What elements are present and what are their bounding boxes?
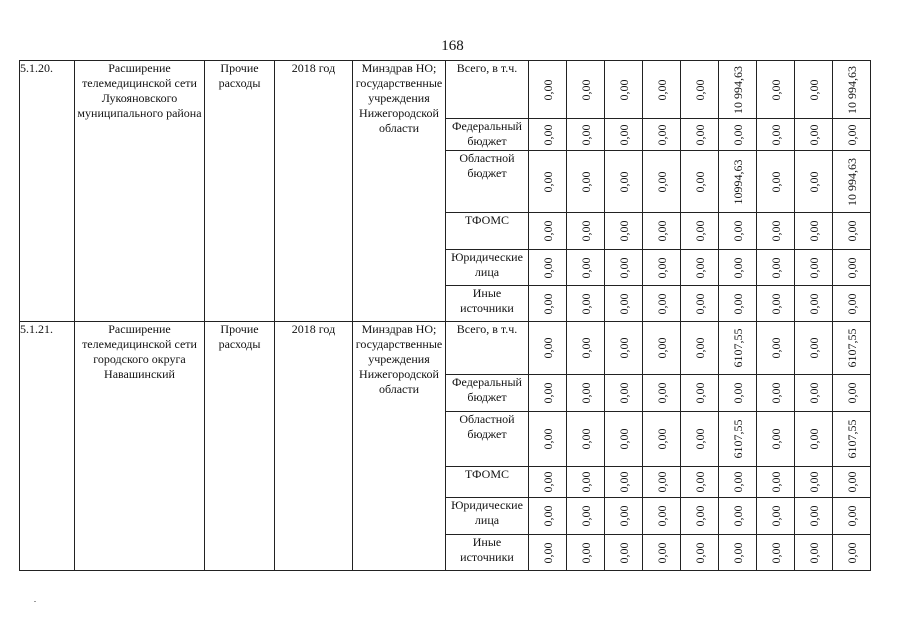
amount-value: 0,00 [654,337,669,359]
amount-value: 0,00 [768,428,783,450]
item-cost-type: Прочие расходы [205,322,275,571]
amount-cell [681,213,719,250]
amount-cell [643,375,681,412]
amount-value: 10 994,63 [844,157,859,206]
amount-value: 0,00 [806,505,821,527]
amount-cell [833,467,871,498]
amount-cell [833,151,871,213]
amount-value: 0,00 [806,337,821,359]
amount-cell [529,467,567,498]
amount-cell [795,61,833,119]
amount-value: 0,00 [540,337,555,359]
amount-value: 0,00 [616,428,631,450]
amount-cell [605,322,643,375]
amount-cell [605,151,643,213]
amount-value: 0,00 [692,220,707,242]
amount-cell [605,213,643,250]
amount-value: 0,00 [654,257,669,278]
amount-value: 0,00 [616,542,631,563]
item-cost-type: Прочие расходы [205,61,275,322]
amount-cell [529,286,567,322]
table-body [20,61,871,571]
amount-cell [795,119,833,151]
amount-value: 0,00 [578,79,593,100]
amount-cell [605,61,643,119]
amount-cell [529,151,567,213]
amount-cell [719,498,757,535]
amount-value: 0,00 [730,471,745,493]
amount-cell [795,535,833,571]
amount-cell [643,498,681,535]
amount-cell [643,412,681,467]
amount-cell [757,467,795,498]
item-row [20,322,871,375]
amount-cell [567,412,605,467]
amount-value: 0,00 [692,542,707,563]
amount-value: 0,00 [806,220,821,242]
amount-cell [681,250,719,286]
amount-value: 0,00 [730,542,745,563]
amount-value: 0,00 [578,337,593,359]
amount-value: 0,00 [616,257,631,278]
amount-cell [643,467,681,498]
amount-cell [795,151,833,213]
amount-cell [605,119,643,151]
item-executor: Минздрав НО; государственные учреждения Нижегородской области [353,61,446,322]
amount-cell [681,535,719,571]
funding-source-label: Всего, в т.ч. [446,322,529,375]
amount-value: 0,00 [768,220,783,242]
amount-cell [719,375,757,412]
amount-value: 0,00 [540,542,555,563]
amount-cell [681,467,719,498]
amount-value: 0,00 [692,337,707,359]
amount-value: 0,00 [540,124,555,145]
amount-cell [567,213,605,250]
amount-cell [643,535,681,571]
amount-cell [719,250,757,286]
amount-value: 0,00 [768,293,783,314]
amount-value: 0,00 [730,257,745,278]
funding-source-label: Областной бюджет [446,412,529,467]
funding-source-label: Федеральный бюджет [446,119,529,151]
amount-value: 0,00 [616,79,631,100]
amount-cell [681,151,719,213]
amount-value: 0,00 [578,171,593,192]
amount-value: 0,00 [692,257,707,278]
page-number: 168 [441,38,464,54]
item-period: 2018 год [275,322,353,571]
amount-cell [719,119,757,151]
amount-value: 0,00 [768,171,783,192]
amount-value: 0,00 [768,79,783,100]
amount-value: 0,00 [806,257,821,278]
amount-value: 0,00 [616,171,631,192]
amount-cell [605,250,643,286]
amount-cell [795,213,833,250]
funding-source-label: Юридические лица [446,498,529,535]
amount-value: 0,00 [540,257,555,278]
amount-value: 0,00 [654,171,669,192]
funding-source-label: ТФОМС [446,467,529,498]
amount-cell [719,535,757,571]
amount-cell [681,322,719,375]
amount-cell [529,412,567,467]
amount-cell [643,250,681,286]
amount-value: 0,00 [692,428,707,450]
item-code: 5.1.20. [20,61,75,322]
amount-value: 0,00 [540,471,555,493]
amount-value: 0,00 [578,124,593,145]
amount-cell [643,322,681,375]
amount-value: 0,00 [844,257,859,278]
amount-cell [833,250,871,286]
funding-source-label: Всего, в т.ч. [446,61,529,119]
amount-value: 0,00 [578,257,593,278]
amount-cell [567,467,605,498]
amount-value: 0,00 [730,220,745,242]
amount-value: 0,00 [616,220,631,242]
amount-cell [567,151,605,213]
amount-value: 0,00 [692,471,707,493]
item-period: 2018 год [275,61,353,322]
amount-value: 0,00 [578,220,593,242]
amount-value: 0,00 [730,382,745,404]
amount-cell [757,322,795,375]
item-code: 5.1.21. [20,322,75,571]
amount-cell [529,250,567,286]
amount-value: 0,00 [692,505,707,527]
amount-cell [719,286,757,322]
amount-cell [605,286,643,322]
funding-source-label: Федеральный бюджет [446,375,529,412]
amount-value: 0,00 [692,171,707,192]
amount-cell [757,286,795,322]
amount-value: 0,00 [806,542,821,563]
item-name: Расширение телемедицинской сети городского округа Навашинский [75,322,205,571]
amount-value: 0,00 [540,79,555,100]
amount-cell [833,61,871,119]
amount-value: 0,00 [768,505,783,527]
amount-value: 0,00 [616,382,631,404]
amount-cell [529,322,567,375]
amount-value: 0,00 [844,542,859,563]
amount-cell [567,535,605,571]
amount-value: 0,00 [768,542,783,563]
amount-cell [757,375,795,412]
item-executor: Минздрав НО; государственные учреждения Нижегородской области [353,322,446,571]
amount-value: 0,00 [692,293,707,314]
amount-cell [567,250,605,286]
amount-value: 0,00 [540,505,555,527]
amount-cell [757,412,795,467]
funding-source-label: Юридические лица [446,250,529,286]
amount-cell [643,213,681,250]
item-name: Расширение телемедицинской сети Лукояновского муниципального района [75,61,205,322]
amount-value: 0,00 [540,382,555,404]
amount-cell [681,61,719,119]
amount-cell [833,322,871,375]
amount-cell [833,213,871,250]
amount-value: 0,00 [654,382,669,404]
amount-cell [719,322,757,375]
amount-cell [757,250,795,286]
amount-cell [795,467,833,498]
amount-cell [567,119,605,151]
amount-value: 0,00 [578,428,593,450]
amount-value: 0,00 [806,382,821,404]
amount-cell [719,412,757,467]
amount-value: 0,00 [806,428,821,450]
amount-value: 0,00 [730,293,745,314]
amount-value: 0,00 [540,220,555,242]
amount-cell [719,61,757,119]
amount-value: 10 994,63 [730,65,745,114]
amount-cell [681,119,719,151]
amount-value: 0,00 [540,428,555,450]
funding-source-label: ТФОМС [446,213,529,250]
amount-cell [757,498,795,535]
amount-cell [833,286,871,322]
amount-value: 0,00 [616,124,631,145]
amount-cell [567,498,605,535]
amount-value: 0,00 [616,293,631,314]
amount-value: 0,00 [692,382,707,404]
amount-cell [567,375,605,412]
amount-cell [643,286,681,322]
amount-value: 10994,63 [730,159,745,204]
amount-cell [719,467,757,498]
amount-cell [605,467,643,498]
amount-value: 6107,55 [844,419,859,459]
item-row [20,61,871,119]
amount-value: 0,00 [578,542,593,563]
amount-cell [529,375,567,412]
amount-cell [795,322,833,375]
amount-cell [795,286,833,322]
amount-value: 0,00 [806,171,821,192]
amount-value: 0,00 [654,124,669,145]
amount-value: 0,00 [540,171,555,192]
amount-cell [757,535,795,571]
amount-value: 0,00 [768,337,783,359]
amount-cell [795,375,833,412]
amount-value: 6107,55 [730,328,745,368]
amount-cell [643,151,681,213]
amount-cell [795,498,833,535]
amount-value: 0,00 [806,293,821,314]
amount-value: 0,00 [578,293,593,314]
funding-source-label: Иные источники [446,286,529,322]
amount-value: 0,00 [616,471,631,493]
funding-source-label: Иные источники [446,535,529,571]
amount-cell [833,498,871,535]
amount-cell [529,535,567,571]
amount-value: 6107,55 [844,328,859,368]
amount-cell [795,412,833,467]
amount-value: 0,00 [654,79,669,100]
amount-value: 0,00 [654,505,669,527]
amount-value: 0,00 [768,471,783,493]
amount-cell [719,213,757,250]
amount-value: 0,00 [540,293,555,314]
amount-value: 0,00 [578,505,593,527]
amount-value: 0,00 [844,382,859,404]
amount-cell [567,322,605,375]
amount-cell [643,119,681,151]
amount-cell [681,498,719,535]
scan-artifact [34,601,36,602]
amount-cell [529,119,567,151]
amount-value: 0,00 [692,79,707,100]
amount-value: 0,00 [654,428,669,450]
amount-value: 0,00 [844,220,859,242]
amount-cell [681,286,719,322]
amount-cell [833,535,871,571]
amount-value: 0,00 [806,471,821,493]
amount-value: 0,00 [654,220,669,242]
amount-cell [757,151,795,213]
amount-cell [833,412,871,467]
amount-cell [529,498,567,535]
amount-cell [605,498,643,535]
amount-value: 0,00 [654,542,669,563]
amount-cell [605,375,643,412]
amount-cell [605,535,643,571]
amount-cell [833,119,871,151]
funding-source-label: Областной бюджет [446,151,529,213]
amount-value: 0,00 [616,337,631,359]
amount-value: 0,00 [692,124,707,145]
amount-value: 0,00 [616,505,631,527]
amount-cell [681,412,719,467]
amount-value: 0,00 [578,471,593,493]
amount-value: 0,00 [844,471,859,493]
amount-cell [757,61,795,119]
amount-cell [757,213,795,250]
amount-value: 0,00 [730,505,745,527]
budget-table [19,60,871,571]
amount-cell [605,412,643,467]
amount-value: 0,00 [768,257,783,278]
amount-cell [567,61,605,119]
amount-value: 0,00 [768,382,783,404]
amount-value: 0,00 [730,124,745,145]
amount-value: 0,00 [768,124,783,145]
amount-value: 0,00 [806,79,821,100]
amount-cell [719,151,757,213]
amount-cell [795,250,833,286]
amount-cell [643,61,681,119]
amount-cell [757,119,795,151]
amount-cell [681,375,719,412]
amount-value: 0,00 [844,124,859,145]
amount-value: 0,00 [844,505,859,527]
amount-value: 6107,55 [730,419,745,459]
amount-cell [567,286,605,322]
amount-value: 0,00 [844,293,859,314]
amount-cell [529,213,567,250]
amount-value: 0,00 [578,382,593,404]
amount-cell [833,375,871,412]
amount-value: 0,00 [654,293,669,314]
amount-value: 10 994,63 [844,65,859,114]
amount-value: 0,00 [654,471,669,493]
amount-cell [529,61,567,119]
amount-value: 0,00 [806,124,821,145]
